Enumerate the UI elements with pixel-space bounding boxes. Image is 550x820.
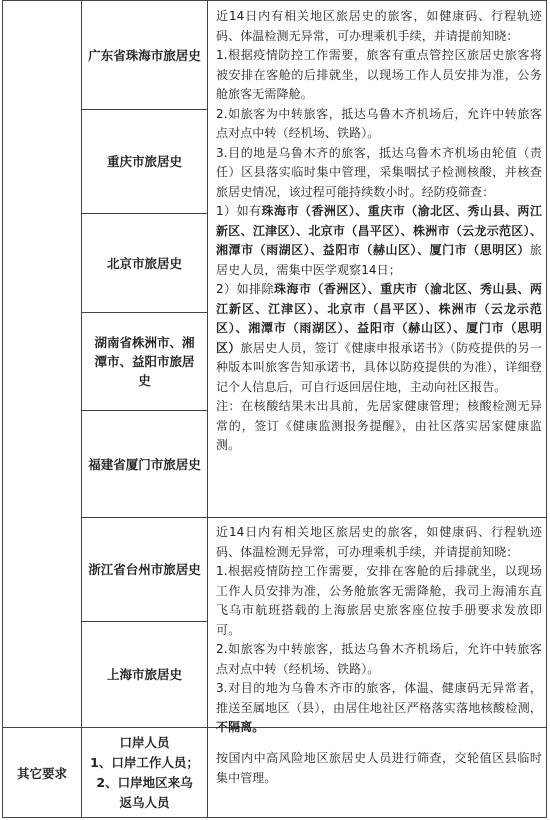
region-label: 浙江省台州市旅居史: [88, 562, 201, 577]
rule-3-text: 3.目的地是乌鲁木齐的旅客，抵达乌鲁木齐机场由轮值（责任）区县落实临时集中管理，采集咽拭子检测核酸，并核查旅居史情况，该过程可能持续数小时。经防疫筛查：: [216, 145, 542, 199]
rule-2-text: 2.如旅客为中转旅客，抵达乌鲁木齐机场后，允许中转旅客点对点中转（经机场、铁路）。: [216, 642, 542, 676]
item-2-text: 2）如排除珠海市（香洲区）、重庆市（渝北区、秀山县、两江新区、江津区）、北京市（昌平区）、株洲市（云龙示范区）、湘潭市（雨湖区）、益阳市（赫山区）、厦门市（思明区）旅居史人员，签订《健康申报承诺书》（防疫提供的另一种版本叫旅客告知承诺书，具体以防疫提供的为准），详细登记个人信息后，可自行返回居住地，主动向社区报告。: [216, 282, 543, 394]
other-requirements-content: 按国内中高风险地区旅居史人员进行筛查，交轮值区县临时集中管理。: [216, 751, 542, 785]
port-personnel-item-1: 1、口岸工作人员；: [90, 755, 199, 770]
region-label: 湖南省株洲市、湘潭市、益阳市旅居史: [94, 335, 195, 388]
region-label: 重庆市旅居史: [106, 154, 182, 169]
rule-3-text: 3.对目的地为乌鲁木齐市的旅客，体温、健康码无异常者，推送至属地区（县），由居住地社区严格落实落地核酸检测，不隔离。: [216, 681, 542, 734]
region-label: 北京市旅居史: [106, 255, 182, 271]
rule-1-text: 1.根据疫情防控工作需要，安排在客舱的后排就坐，以现场工作人员安排为准，公务舱旅客无需降舱，我司上海浦东直飞乌市航班搭载的上海旅居史旅客座位按手册要求发放即可。: [216, 564, 542, 637]
other-requirements-label: 其它要求: [16, 765, 67, 781]
item-1-text: 1）如有珠海市（香洲区）、重庆市（渝北区、秀山县、两江新区、江津区）、北京市（昌平区）、株洲市（云龙示范区）、湘潭市（雨湖区）、益阳市（赫山区）、厦门市（思明区）旅居史人员，需集中医学观察14日；: [216, 204, 542, 277]
column-divider-2: [207, 1, 208, 817]
port-personnel-title: 口岸人员: [119, 735, 170, 750]
port-personnel-item-2: 2、口岸地区来乌返乌人员: [96, 775, 193, 810]
region-label: 福建省厦门市旅居史: [88, 456, 201, 472]
intro-text: 近14日内有相关地区旅居史的旅客，如健康码、行程轨迹码、体温检测无异常，可办理乘机手续，并请提前知晓：: [216, 9, 542, 43]
policy-block-2: [216, 523, 542, 738]
policy-table: [2, 0, 547, 818]
region-label: 上海市旅居史: [106, 667, 182, 682]
rule-2-text: 2.如旅客为中转旅客，抵达乌鲁木齐机场后，允许中转旅客点对点中转（经机场、铁路）。: [216, 106, 542, 140]
intro-text: 近14日内有相关地区旅居史的旅客，如健康码、行程轨迹码、体温检测无异常，可办理乘机手续，并请提前知晓：: [216, 525, 542, 559]
port-personnel-cell: [82, 728, 207, 818]
rule-1-text: 1.根据疫情防控工作需要，旅客有重点管控区旅居史旅客将被安排在客舱的后排就坐，以现场工作人员安排为准，公务舱旅客无需降舱。: [216, 48, 542, 101]
region-label: 广东省珠海市旅居史: [88, 47, 201, 63]
note-text: 注：在核酸结果未出具前，先居家健康管理；核酸检测无异常的，签订《健康监测报务提醒》，由社区落实居家健康监测。: [216, 399, 542, 452]
policy-block-1: [216, 7, 542, 456]
